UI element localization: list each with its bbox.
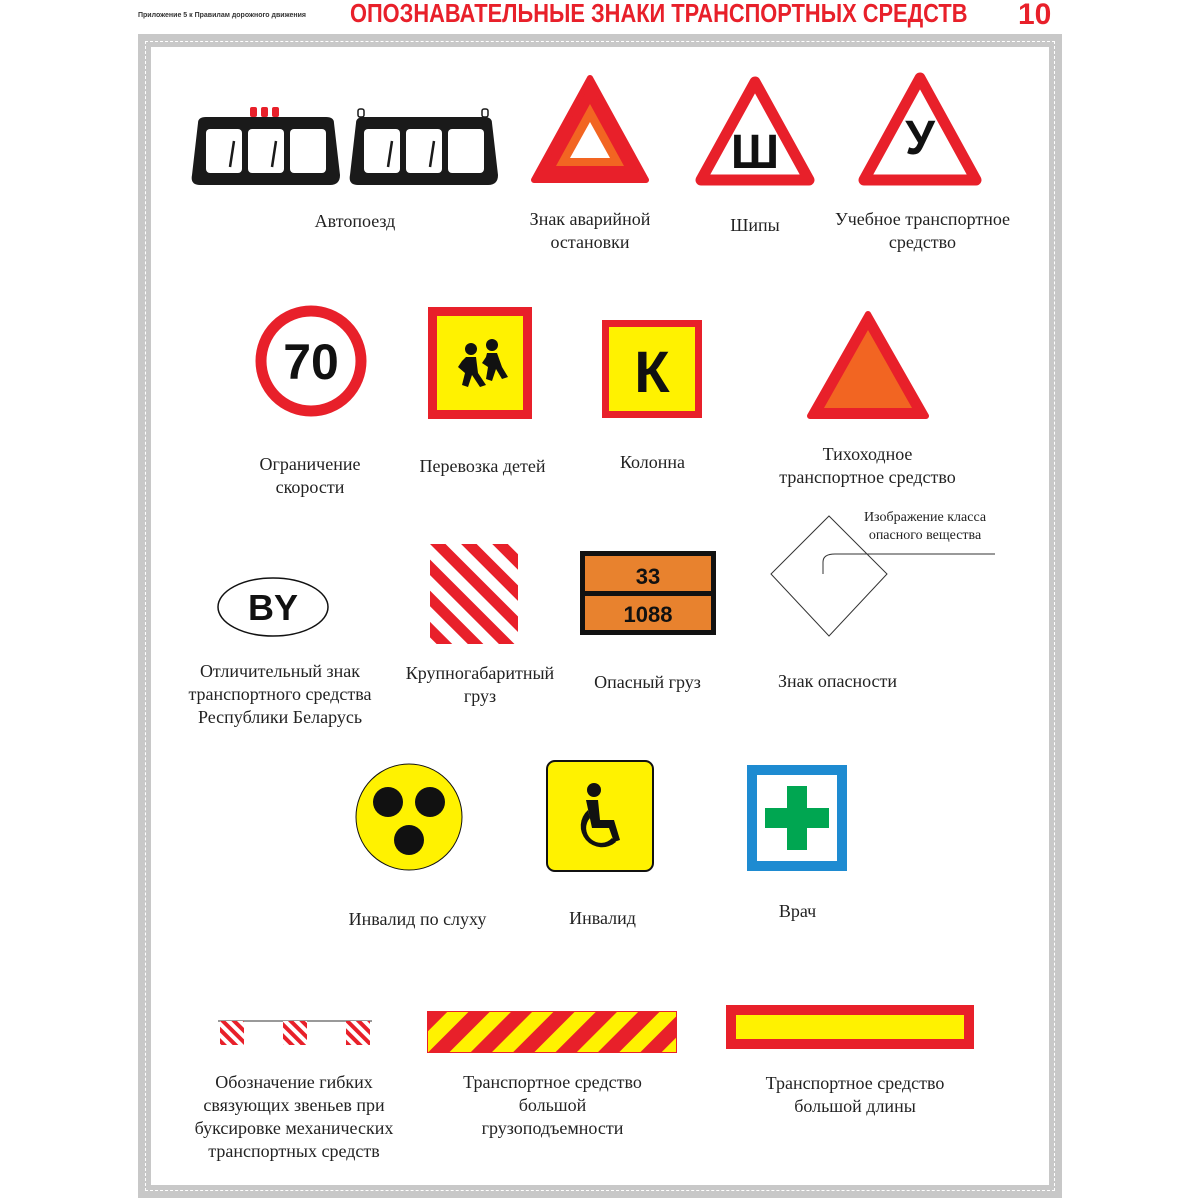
road-train-lights-icon [190,105,502,190]
heavy-vehicle-plate-icon [427,1011,677,1053]
studs-caption: Шипы [730,215,780,235]
convoy-letter: К [634,340,670,405]
long-vehicle-caption: Транспортное средство большой длины [765,1073,945,1116]
convoy-icon [602,320,702,418]
training-vehicle-caption: Учебное транспортное средство [834,209,1011,252]
emergency-stop-caption: Знак аварийной остановки [529,209,651,252]
disabled-person-icon [546,760,654,872]
children-transport-icon [428,307,532,419]
deaf-person-icon [354,762,464,872]
long-vehicle-plate-icon [726,1005,974,1049]
page-title: ОПОЗНАВАТЕЛЬНЫЕ ЗНАКИ ТРАНСПОРТНЫХ СРЕДСТВ [350,0,968,28]
un-number: 1088 [623,602,673,627]
studs-letter: Ш [730,126,780,179]
appendix-note: Приложение 5 к Правилам дорожного движения [138,12,306,19]
speed-limit-caption: Ограничение скорости [259,454,361,497]
hazard-class-annotation: Изображение класса опасного вещества [863,510,987,543]
training-vehicle-letter: У [905,112,935,165]
deaf-person-caption: Инвалид по слуху [348,909,487,929]
slow-vehicle-caption: Тихоходное транспортное средство [779,444,956,487]
country-code-text: BY [247,587,299,628]
heavy-vehicle-caption: Транспортное средство большой грузоподъемности [463,1072,642,1138]
children-transport-caption: Перевозка детей [419,456,546,476]
oversize-cargo-icon [430,544,518,644]
studs-triangle-icon [695,76,815,186]
training-vehicle-triangle-icon [858,72,982,186]
speed-limit-value: 70 [283,334,339,390]
road-train-caption: Автопоезд [314,211,396,231]
doctor-icon [747,765,847,871]
emergency-stop-triangle-icon [530,74,650,186]
dangerous-cargo-caption: Опасный груз [594,672,701,692]
slow-vehicle-triangle-icon [806,310,930,422]
speed-limit-icon [255,305,367,417]
dangerous-cargo-plate-icon [580,551,716,635]
country-code-oval-icon [216,576,330,638]
page-number: 10 [1018,0,1052,31]
hazard-number: 33 [635,564,661,589]
country-code-caption: Отличительный знак транспортного средства Республики Беларусь [188,661,372,727]
tow-links-flags-icon [218,1019,372,1049]
hazard-sign-caption: Знак опасности [777,671,898,691]
convoy-caption: Колонна [619,452,686,472]
disabled-person-caption: Инвалид [569,908,636,928]
doctor-caption: Врач [778,901,817,921]
tow-links-caption: Обозначение гибких связующих звеньев при буксировке механических транспортных средств [194,1072,394,1161]
oversize-cargo-caption: Крупногабаритный груз [405,663,555,706]
